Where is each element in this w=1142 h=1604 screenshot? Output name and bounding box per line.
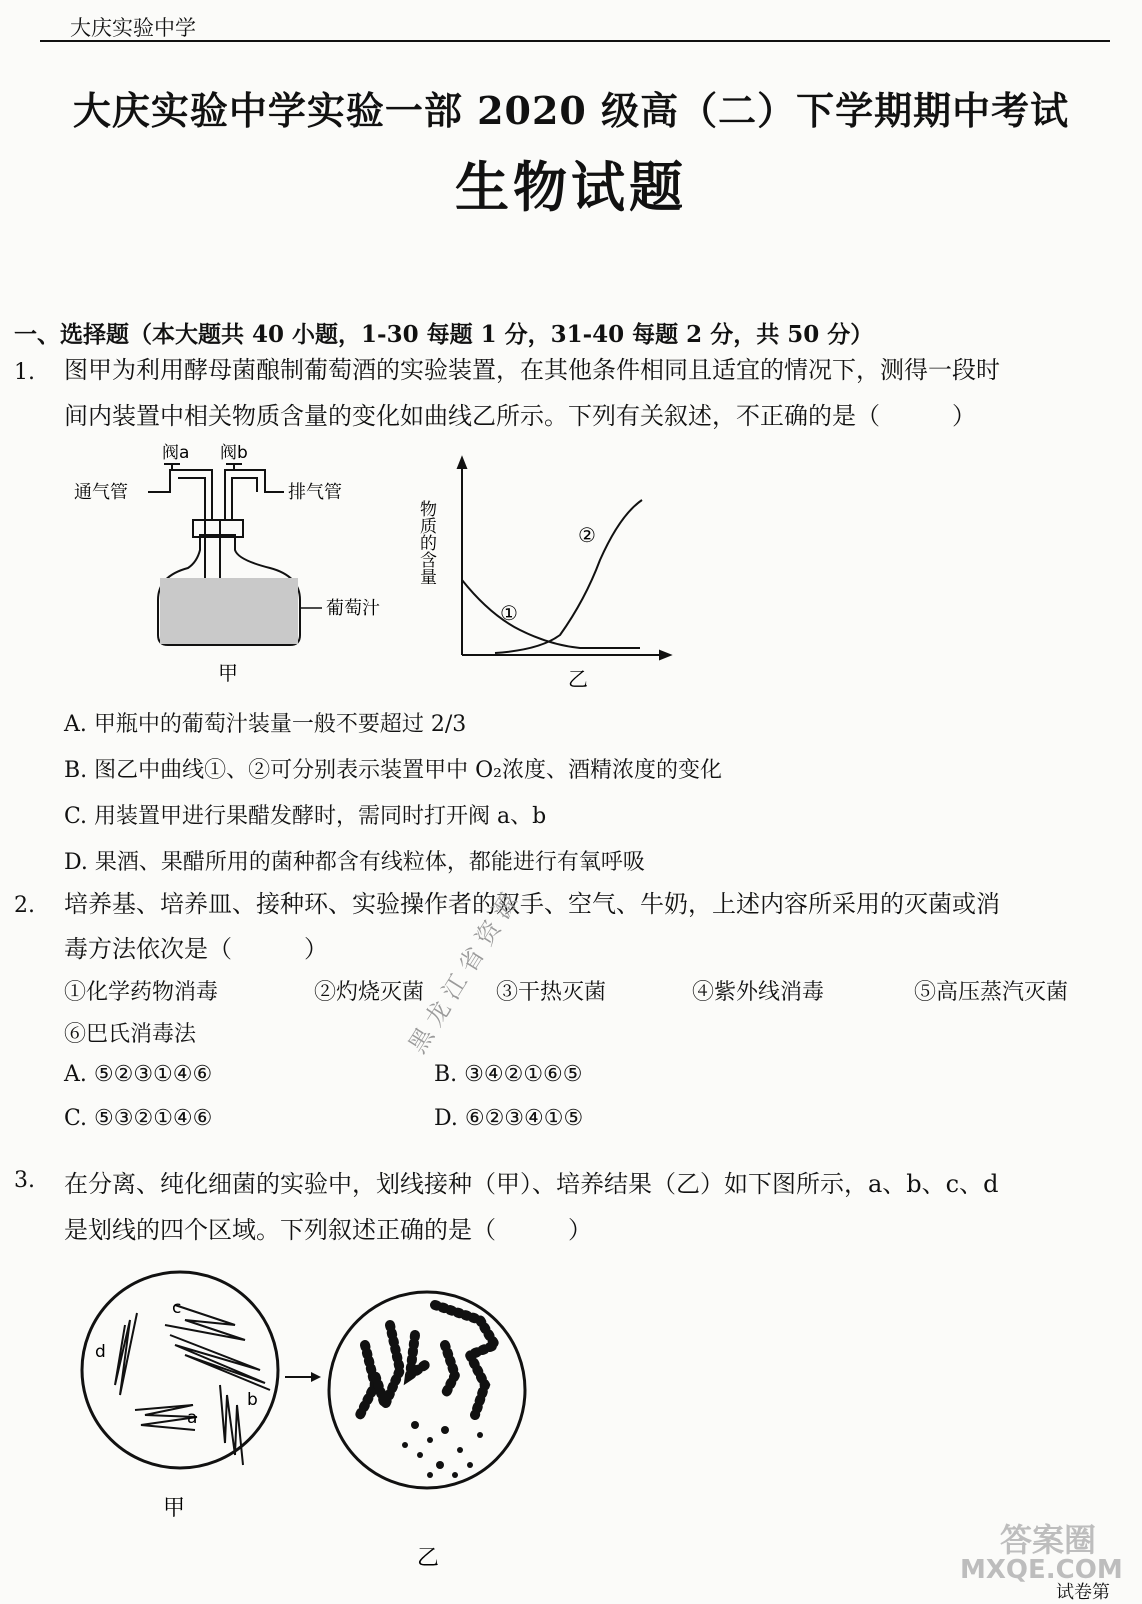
figure-caption-jia: 甲 xyxy=(218,661,238,685)
option-b[interactable]: B. ③④②①⑥⑤ xyxy=(434,1062,583,1087)
region-b-label: b xyxy=(247,1390,258,1410)
option-a[interactable]: A. ⑤②③①④⑥ xyxy=(64,1062,213,1087)
question-number: 1. xyxy=(14,360,35,385)
curve-1 xyxy=(462,580,640,648)
y-axis-label: 物质的含量 xyxy=(416,500,436,585)
option-a[interactable]: A. 甲瓶中的葡萄汁装量一般不要超过 2/3 xyxy=(64,712,467,737)
figure-caption-yi: 乙 xyxy=(417,1546,440,1571)
valve-b-label: 阀b xyxy=(220,443,248,463)
method-item: ①化学药物消毒 xyxy=(64,980,219,1005)
method-item: ③干热灭菌 xyxy=(496,980,607,1005)
curve-2-label: ② xyxy=(578,523,596,547)
option-c[interactable]: C. ⑤③②①④⑥ xyxy=(64,1106,213,1131)
option-c[interactable]: C. 用装置甲进行果醋发酵时，需同时打开阀 a、b xyxy=(64,804,547,829)
option-b[interactable]: B. 图乙中曲线①、②可分别表示装置甲中 O₂浓度、酒精浓度的变化 xyxy=(64,758,723,783)
question-number: 3. xyxy=(14,1168,35,1193)
option-d[interactable]: D. ⑥②③④①⑤ xyxy=(434,1106,584,1131)
question-text-line: 图甲为利用酵母菌酿制葡萄酒的实验装置，在其他条件相同且适宜的情况下，测得一段时 xyxy=(64,356,1000,384)
region-d-label: d xyxy=(95,1342,106,1362)
question-number: 2. xyxy=(14,893,35,918)
curve-2 xyxy=(495,500,642,653)
watermark-logo: 答案圈 xyxy=(1000,1521,1097,1559)
exam-title: 大庆实验中学实验一部 2020 级高（二）下学期期中考试 xyxy=(72,88,1070,133)
method-item: ⑤高压蒸汽灭菌 xyxy=(914,980,1069,1005)
question-text-line: 间内装置中相关物质含量的变化如曲线乙所示。下列有关叙述，不正确的是（ ） xyxy=(64,402,976,430)
question-text-line: 是划线的四个区域。下列叙述正确的是（ ） xyxy=(64,1216,592,1244)
inlet-tube-label: 通气管 xyxy=(74,482,128,503)
section-heading: 一、选择题（本大题共 40 小题，1-30 每题 1 分，31-40 每题 2 分，共 50 分） xyxy=(14,321,874,348)
culture-result-dish xyxy=(329,1292,525,1488)
streak-plate-figure xyxy=(75,1265,555,1585)
method-item: ②灼烧灭菌 xyxy=(314,980,425,1005)
method-item: ⑥巴氏消毒法 xyxy=(64,1022,197,1047)
figure-caption-jia: 甲 xyxy=(163,1496,186,1521)
curve-1-label: ① xyxy=(500,601,518,625)
region-c-label: c xyxy=(172,1298,182,1318)
header-rule xyxy=(40,40,1110,42)
grape-juice-label: 葡萄汁 xyxy=(326,598,380,619)
watermark-url: MXQE.COM xyxy=(960,1555,1123,1585)
question-text-line: 在分离、纯化细菌的实验中，划线接种（甲）、培养结果（乙）如下图所示，a、b、c、d xyxy=(64,1170,999,1198)
bacterial-colonies xyxy=(360,1305,495,1415)
header-school-name: 大庆实验中学 xyxy=(70,16,196,40)
substance-content-curve-figure xyxy=(416,450,690,695)
question-text-line: 毒方法依次是（ ） xyxy=(64,935,328,963)
fermentation-apparatus-figure xyxy=(60,440,380,700)
subject-title: 生物试题 xyxy=(455,155,687,219)
question-text-line: 培养基、培养皿、接种环、实验操作者的双手、空气、牛奶，上述内容所采用的灭菌或消 xyxy=(64,890,1000,918)
valve-a-label: 阀a xyxy=(162,443,190,463)
outlet-tube-label: 排气管 xyxy=(288,482,342,503)
resource-stamp: 黑 龙 江 省 资 源 xyxy=(403,888,524,1059)
method-item: ④紫外线消毒 xyxy=(692,980,825,1005)
figure-caption-yi: 乙 xyxy=(568,667,588,691)
option-d[interactable]: D. 果酒、果醋所用的菌种都含有线粒体，都能进行有氧呼吸 xyxy=(64,850,645,875)
region-a-label: a xyxy=(187,1408,198,1428)
grape-juice-fill xyxy=(160,578,298,644)
page-footer: 试卷第 xyxy=(1056,1582,1110,1603)
